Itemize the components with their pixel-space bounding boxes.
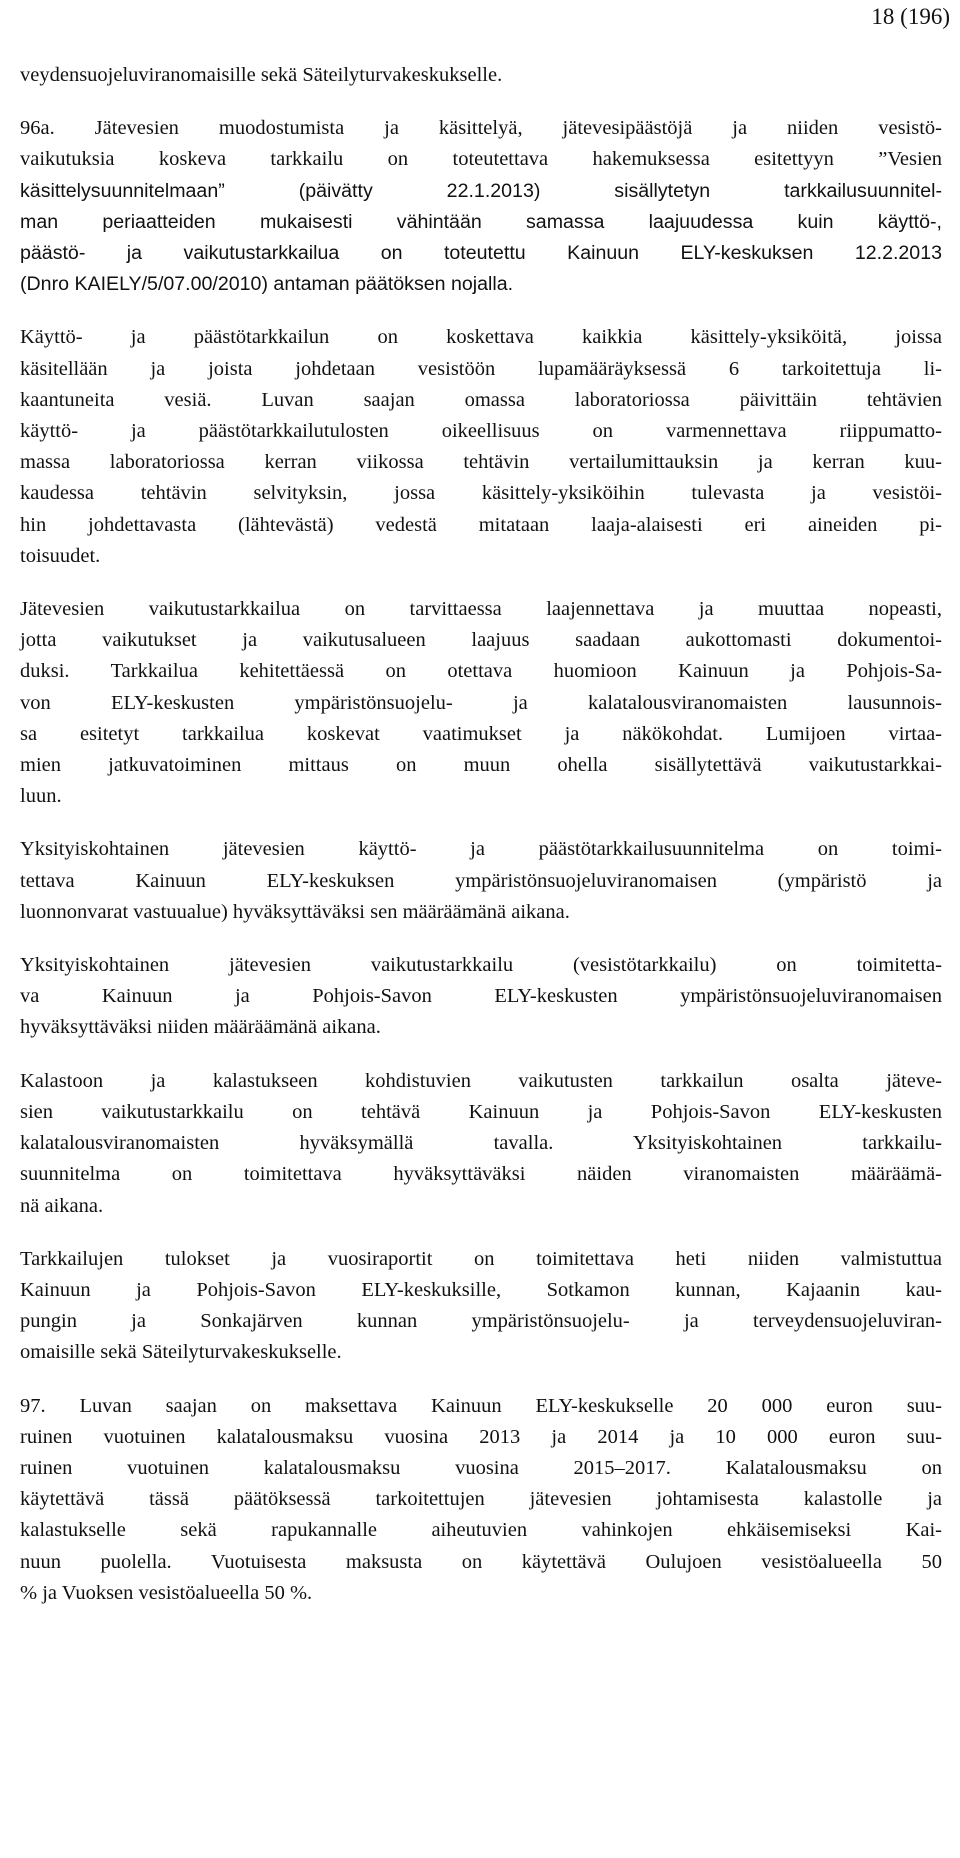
text-line: Käyttö- ja päästötarkkailun on koskettava kaikkia käsittely-yksiköitä, joissa <box>20 326 942 349</box>
text-line: käsitellään ja joista johdetaan vesistöön lupamääräyksessä 6 tarkoitettuja li- <box>20 357 942 380</box>
text-line: sa esitetyt tarkkailua koskevat vaatimukset ja näkökohdat. Lumijoen virtaa- <box>20 722 942 745</box>
text-line: omaisille sekä Säteilyturvakeskukselle. <box>20 1341 342 1364</box>
paragraph-tulokset <box>20 1244 942 1369</box>
text-line: kalatalousviranomaisten hyväksymällä tavalla. Yksityiskohtainen tarkkailu- <box>20 1132 942 1155</box>
text-line: luonnonvarat vastuualue) hyväksyttäväksi sen määräämänä aikana. <box>20 900 570 923</box>
text-line: käsittelysuunnitelmaan” (päivätty 22.1.2013) sisällytetyn tarkkailusuunnitel- <box>20 179 942 202</box>
paragraph-vesistotarkkailu <box>20 950 942 1044</box>
text-line: toisuudet. <box>20 544 101 567</box>
text-line: va Kainuun ja Pohjois-Savon ELY-keskusten ympäristönsuojeluviranomaisen <box>20 985 942 1008</box>
text-line: 96a. Jätevesien muodostumista ja käsittelyä, jätevesipäästöjä ja niiden vesistö- <box>20 117 942 140</box>
paragraph-vaikutustarkkailu <box>20 594 942 812</box>
text-line: ruinen vuotuinen kalatalousmaksu vuosina 2015–2017. Kalatalousmaksu on <box>20 1456 942 1479</box>
text-line: Kainuun ja Pohjois-Savon ELY-keskuksille, Sotkamon kunnan, Kajaanin kau- <box>20 1278 942 1301</box>
text-line: (Dnro KAIELY/5/07.00/2010) antaman päätöksen nojalla. <box>20 273 514 296</box>
text-line: nä aikana. <box>20 1194 104 1217</box>
text-line: kalastukselle sekä rapukannalle aiheutuvien vahinkojen ehkäisemiseksi Kai- <box>20 1519 942 1542</box>
text-line: nuun puolella. Vuotuisesta maksusta on käytettävä Oulujoen vesistöalueella 50 <box>20 1550 942 1573</box>
text-line: Yksityiskohtainen jätevesien vaikutustarkkailu (vesistötarkkailu) on toimitetta- <box>20 954 942 977</box>
paragraph-continuation <box>20 60 942 91</box>
text-line: käyttö- ja päästötarkkailutulosten oikeellisuus on varmennettava riippumatto- <box>20 420 942 443</box>
text-line: Tarkkailujen tulokset ja vuosiraportit on toimitettava heti niiden valmistuttua <box>20 1247 942 1270</box>
page-number: 18 (196) <box>871 4 950 29</box>
text-line: ruinen vuotuinen kalatalousmaksu vuosina 2013 ja 2014 ja 10 000 euron suu- <box>20 1425 942 1448</box>
text-line: veydensuojeluviranomaisille sekä Säteilyturvakeskukselle. <box>20 64 503 86</box>
document-body <box>20 60 942 1631</box>
text-line: sien vaikutustarkkailu on tehtävä Kainuun ja Pohjois-Savon ELY-keskusten <box>20 1100 942 1123</box>
text-line: Jätevesien vaikutustarkkailua on tarvittaessa laajennettava ja muuttaa nopeasti, <box>20 598 942 621</box>
paragraph-tarkkailusuunnitelma <box>20 834 942 928</box>
text-line: kaudessa tehtävin selvityksin, jossa käsittely-yksiköihin tulevasta ja vesistöi- <box>20 482 942 505</box>
paragraph-kalasto <box>20 1066 942 1222</box>
text-line: suunnitelma on toimitettava hyväksyttäväksi näiden viranomaisten määräämä- <box>20 1163 942 1186</box>
text-line: 97. Luvan saajan on maksettava Kainuun ELY-keskukselle 20 000 euron suu- <box>20 1394 942 1417</box>
text-line: Yksityiskohtainen jätevesien käyttö- ja päästötarkkailusuunnitelma on toimi- <box>20 838 942 861</box>
text-line: kaantuneita vesiä. Luvan saajan omassa laboratoriossa päivittäin tehtävien <box>20 388 942 411</box>
text-line: jotta vaikutukset ja vaikutusalueen laajuus saadaan aukottomasti dokumentoi- <box>20 629 942 652</box>
text-line: mien jatkuvatoiminen mittaus on muun ohella sisällytettävä vaikutustarkkai- <box>20 754 942 777</box>
paragraph-96a <box>20 113 942 300</box>
text-line: käytettävä tässä päätöksessä tarkoitettujen jätevesien johtamisesta kalastolle ja <box>20 1488 942 1511</box>
text-line: tettava Kainuun ELY-keskuksen ympäristönsuojeluviranomaisen (ympäristö ja <box>20 869 942 892</box>
text-line: von ELY-keskusten ympäristönsuojelu- ja kalatalousviranomaisten lausunnois- <box>20 691 942 714</box>
text-line: hin johdettavasta (lähtevästä) vedestä mitataan laaja-alaisesti eri aineiden pi- <box>20 513 942 536</box>
text-line: duksi. Tarkkailua kehitettäessä on otettava huomioon Kainuun ja Pohjois-Sa- <box>20 660 942 683</box>
paragraph-kaytto-paastotarkkailu <box>20 322 942 572</box>
text-line: massa laboratoriossa kerran viikossa tehtävin vertailumittauksin ja kerran kuu- <box>20 451 942 474</box>
text-line: hyväksyttäväksi niiden määräämänä aikana. <box>20 1016 381 1039</box>
text-line: % ja Vuoksen vesistöalueella 50 %. <box>20 1581 313 1604</box>
text-line: Kalastoon ja kalastukseen kohdistuvien vaikutusten tarkkailun osalta jäteve- <box>20 1069 942 1092</box>
text-line: man periaatteiden mukaisesti vähintään samassa laajuudessa kuin käyttö-, <box>20 210 942 233</box>
paragraph-97 <box>20 1391 942 1609</box>
text-line: vaikutuksia koskeva tarkkailu on toteutettava hakemuksessa esitettyyn ”Vesien <box>20 148 942 171</box>
text-line: päästö- ja vaikutustarkkailua on toteutettu Kainuun ELY-keskuksen 12.2.2013 <box>20 242 942 265</box>
text-line: luun. <box>20 785 62 808</box>
text-line: pungin ja Sonkajärven kunnan ympäristönsuojelu- ja terveydensuojeluviran- <box>20 1310 942 1333</box>
